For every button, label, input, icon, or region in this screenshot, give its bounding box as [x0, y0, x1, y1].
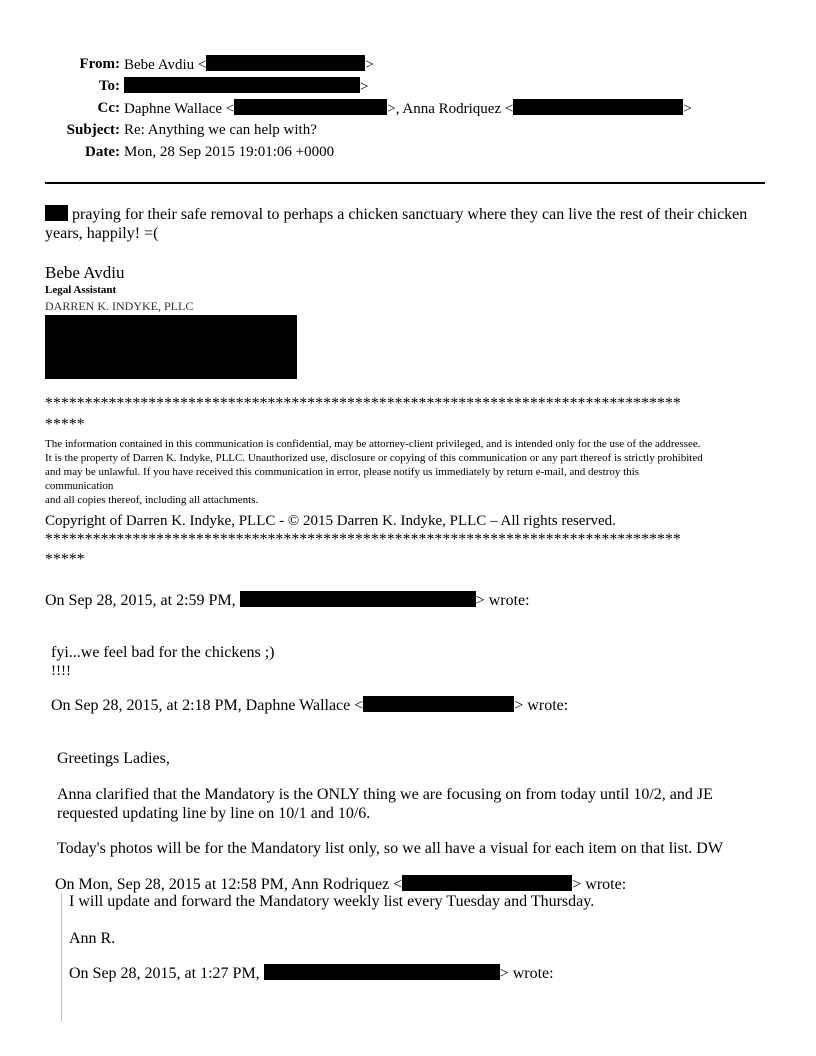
stars-line: ******************************************************************************** [45, 395, 681, 412]
greeting: Greetings Ladies, [57, 750, 170, 767]
redaction-block [45, 315, 297, 379]
from-name: Bebe Avdiu < [124, 57, 207, 73]
from-label: From: [79, 56, 120, 72]
stars-short: ***** [45, 551, 85, 568]
subject-text: Re: Anything we can help with? [124, 122, 317, 138]
cc-mid: >, Anna Rodriquez < [387, 101, 514, 117]
disclaimer-line: communication [45, 480, 114, 492]
signature-name: Bebe Avdiu [45, 263, 125, 282]
quote-intro-3: On Mon, Sep 28, 2015 at 12:58 PM, Ann Rodriquez < > wrote: [55, 876, 627, 893]
body-line-1: praying for their safe removal to perhaps a chicken sanctuary where they can live the rest of their chicken [45, 205, 747, 224]
quote-3-line-1: I will update and forward the Mandatory weekly list every Tuesday and Thursday. [69, 893, 595, 910]
quote-1-line-1: fyi...we feel bad for the chickens ;) [51, 644, 275, 661]
quote-intro-1: On Sep 28, 2015, at 2:59 PM, > wrote: [45, 592, 530, 609]
from-end: > [365, 57, 374, 73]
redaction-bar [206, 55, 365, 71]
quote-1-line-2: !!!! [51, 663, 71, 679]
date-label: Date: [85, 144, 120, 160]
header-divider [45, 182, 765, 184]
redaction-bar [264, 964, 500, 980]
quote-2-p2: Today's photos will be for the Mandatory list only, so we all have a visual for each item on that list. DW [57, 840, 723, 857]
disclaimer-text [45, 437, 770, 507]
to-row [0, 77, 816, 95]
redaction-bar [124, 77, 360, 93]
disclaimer-line: The information contained in this communication is confidential, may be attorney-client privileged, and is intended only for the use of the addressee. [45, 438, 701, 450]
disclaimer-line: and may be unlawful. If you have received this communication in error, please notify us immediately by return e-mail, and destroy this [45, 466, 639, 478]
copyright-line: Copyright of Darren K. Indyke, PLLC - © 2015 Darren K. Indyke, PLLC – All rights reserved. [45, 513, 616, 529]
redaction-bar [234, 99, 387, 115]
redaction-bar [240, 591, 476, 607]
redaction-bar [45, 205, 68, 221]
date-text: Mon, 28 Sep 2015 19:01:06 +0000 [124, 144, 335, 160]
cc-label: Cc: [97, 100, 120, 116]
redaction-bar [402, 875, 572, 891]
to-end: > [360, 79, 369, 95]
subject-label: Subject: [66, 122, 120, 138]
subject-row [0, 121, 816, 139]
date-row [0, 143, 816, 161]
signature-firm: DARREN K. INDYKE, PLLC [45, 299, 194, 313]
body-line-2: years, happily! =( [45, 225, 159, 242]
quote-2-p1-line-2: requested updating line by line on 10/1 and 10/6. [57, 805, 371, 822]
disclaimer-line: It is the property of Darren K. Indyke, PLLC. Unauthorized use, disclosure or copying of this communication or any part thereof is strictly prohibited [45, 452, 703, 464]
cc-name1: Daphne Wallace < [124, 101, 235, 117]
quote-2-p1-line-1: Anna clarified that the Mandatory is the ONLY thing we are focusing on from today until 10/2, and JE [57, 786, 713, 803]
disclaimer-line: and all copies thereof, including all attachments. [45, 494, 259, 506]
quote-intro-2: On Sep 28, 2015, at 2:18 PM, Daphne Wallace < > wrote: [51, 697, 569, 714]
redaction-bar [513, 99, 683, 115]
stars-short: ***** [45, 416, 85, 433]
quote-3-sign: Ann R. [69, 930, 116, 947]
to-label: To: [98, 78, 120, 94]
cc-end: > [683, 101, 692, 117]
cc-row [0, 99, 816, 117]
quote-intro-4: On Sep 28, 2015, at 1:27 PM, > wrote: [69, 965, 554, 982]
stars-line: ******************************************************************************** [45, 531, 681, 548]
quote-bar [61, 893, 62, 1021]
signature-title: Legal Assistant [45, 284, 117, 296]
redaction-bar [363, 696, 514, 712]
from-row [0, 55, 816, 73]
